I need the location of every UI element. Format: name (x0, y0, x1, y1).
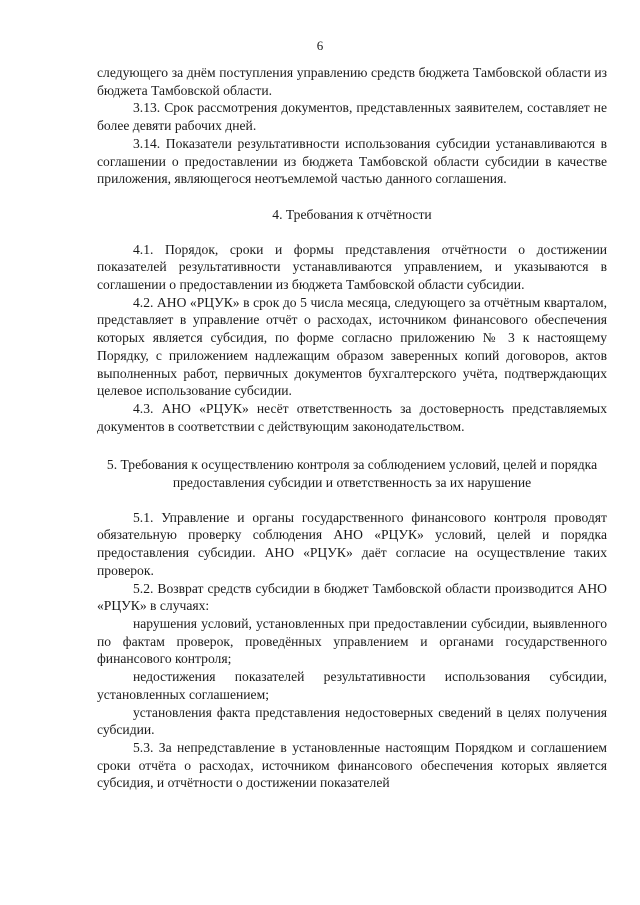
paragraph-5-2-case-3: установления факта представления недостоверных сведений в целях получения субсидии. (97, 704, 607, 738)
paragraph-5-2: 5.2. Возврат средств субсидии в бюджет Тамбовской области производится АНО «РЦУК» в случаях: (97, 580, 607, 614)
page-number: 6 (316, 38, 324, 53)
paragraph-continuation: следующего за днём поступления управлению средств бюджета Тамбовской области из бюджета Тамбовской области. (97, 65, 607, 98)
paragraph-5-2-case-2: недостижения показателей результативности использования субсидии, установленных соглашением; (97, 669, 607, 702)
paragraph-4-2: 4.2. АНО «РЦУК» в срок до 5 числа месяца, следующего за отчётным кварталом, представляет в управление отчёт о расходах, источником финансового обеспечения которых является субсидия, по форме согласно приложению № 3 к настоящему Порядку, с приложением надлежащим образом заверенных копий договоров, актов выполненных работ, первичных документов бухгалтерского учёта, подтверждающих целевое использование субсидии. (97, 294, 607, 399)
paragraph-3-14: 3.14. Показатели результативности использования субсидии устанавливаются в соглашении о предоставлении из бюджета Тамбовской области субсидии в качестве приложения, являющегося неотъемлемой частью данного соглашения. (97, 135, 607, 187)
section-5-title: 5. Требования к осуществлению контроля за соблюдением условий, целей и порядка предоставления субсидии и ответственность за их нарушение (106, 457, 598, 491)
paragraph-4-1: 4.1. Порядок, сроки и формы представления отчётности о достижении показателей результативности устанавливаются управлением, и указываются в соглашении о предоставлении из бюджета Тамбовской области субсидии. (97, 241, 607, 293)
document-body (97, 64, 607, 792)
paragraph-5-1: 5.1. Управление и органы государственного финансового контроля проводят обязательную проверку соблюдения АНО «РЦУК» условий, целей и порядка предоставления субсидии. АНО «РЦУК» даёт согласие на осуществление таких проверок. (97, 509, 607, 578)
paragraph-5-3: 5.3. За непредставление в установленные настоящим Порядком и соглашением сроки отчёта о расходах, источником финансового обеспечения которых является субсидия, и отчётности о достижении показателей (97, 739, 607, 791)
section-4-title: 4. Требования к отчётности (272, 206, 432, 222)
paragraph-3-13: 3.13. Срок рассмотрения документов, представленных заявителем, составляет не более девяти рабочих дней. (97, 100, 607, 134)
paragraph-4-3: 4.3. АНО «РЦУК» несёт ответственность за достоверность представляемых документов в соответствии с действующим законодательством. (97, 400, 607, 434)
paragraph-5-2-case-1: нарушения условий, установленных при предоставлении субсидии, выявленного по фактам проверок, проведённых управлением и органами государственного финансового контроля; (97, 615, 607, 667)
